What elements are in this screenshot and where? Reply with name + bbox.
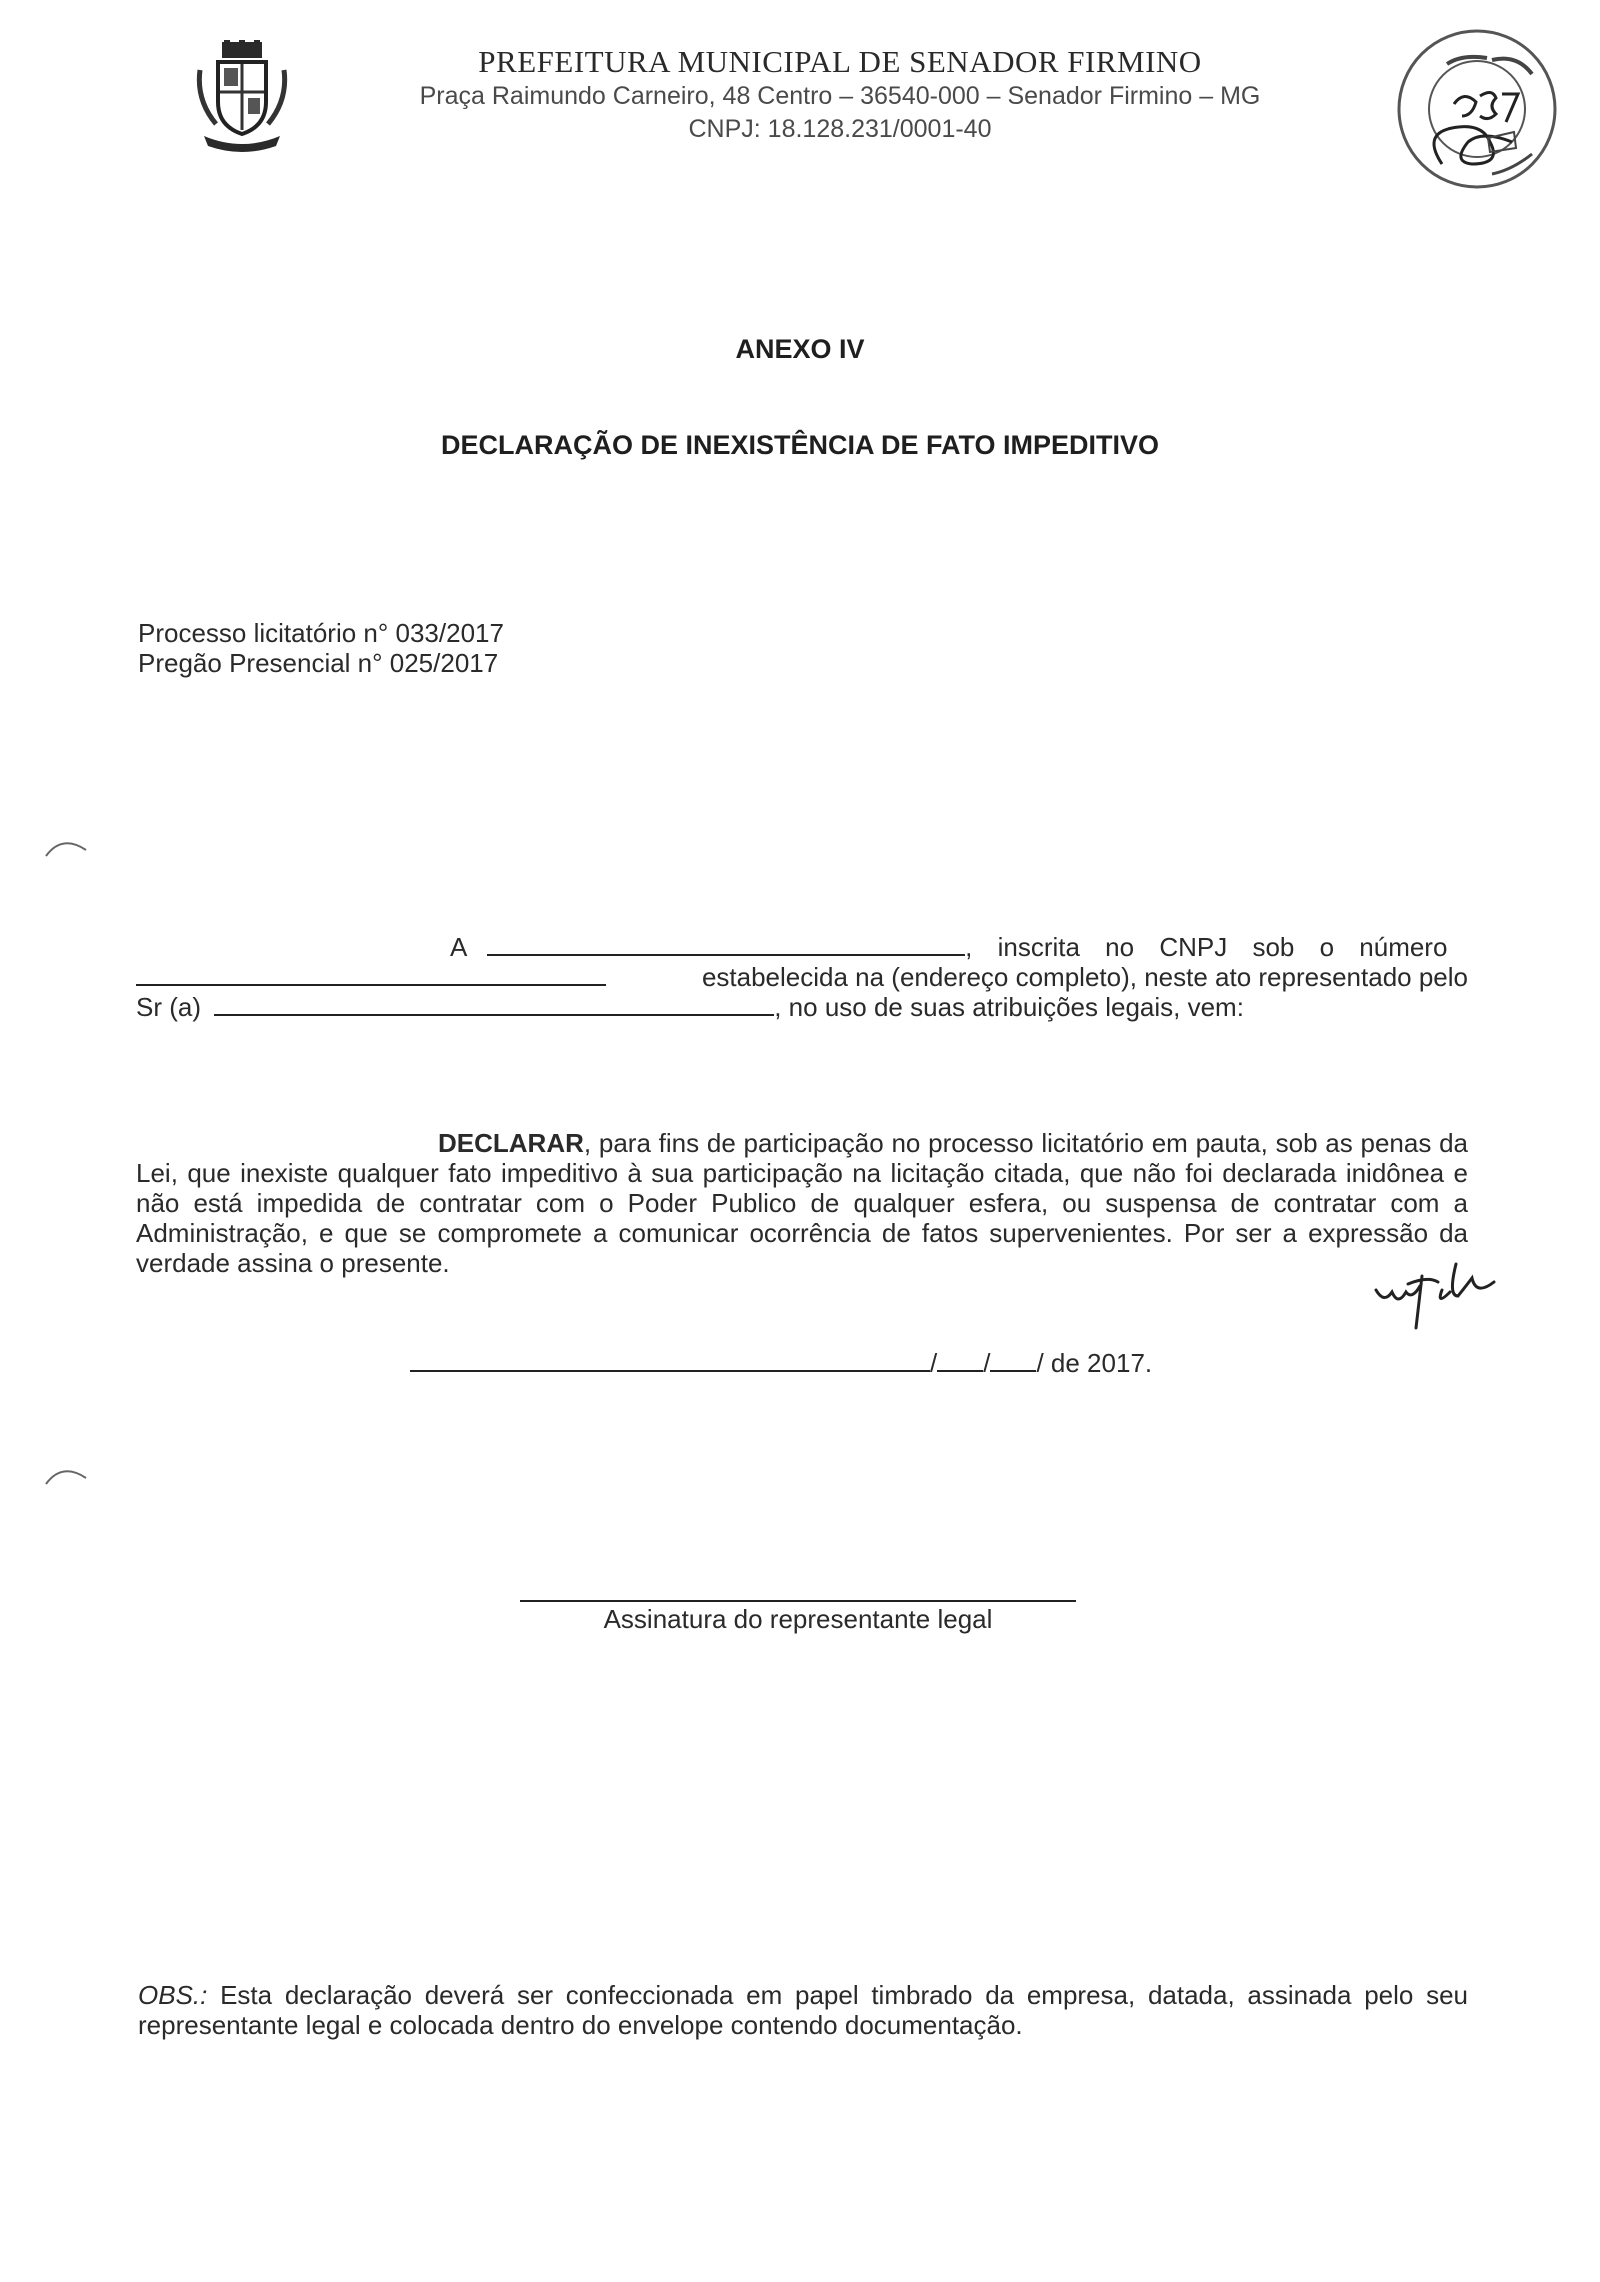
city-blank [410,1350,930,1372]
date-line [410,1348,1152,1379]
signature-label: Assinatura do representante legal [603,1604,993,1634]
observation-note [138,1980,1468,2040]
process-number: Processo licitatório n° 033/2017 [138,618,504,648]
month-blank [990,1350,1036,1372]
commission-stamp [1392,24,1562,194]
company-identification-paragraph [136,932,1468,1022]
annex-title: ANEXO IV [735,334,865,364]
municipality-cnpj: CNPJ: 18.128.231/0001-40 [688,115,992,143]
municipality-address: Praça Raimundo Carneiro, 48 Centro – 36540-000 – Senador Firmino – MG [419,82,1261,110]
cnpj-number-blank [136,964,606,986]
declarar-keyword: DECLARAR [438,1128,584,1158]
letterhead [380,44,1300,146]
cnpj-text: , inscrita no CNPJ sob o número [965,932,1448,962]
article-a: A [450,932,466,962]
declaration-paragraph [136,1128,1468,1278]
margin-mark-icon [42,832,92,862]
established-text: estabelecida na (endereço completo), neste ato representado pelo [701,962,1468,992]
signature-line [520,1600,1076,1602]
obs-text: Esta declaração deverá ser confeccionada em papel timbrado da empresa, datada, assinada pelo seu representante legal e colocada dentro do envelope contendo documentação. [138,1980,1468,2040]
declaration-title: DECLARAÇÃO DE INEXISTÊNCIA DE FATO IMPEDITIVO [440,430,1160,460]
date-year-text: / de 2017. [1036,1348,1153,1378]
handwritten-initials [1372,1256,1522,1336]
date-separator-2: / [983,1348,991,1378]
coat-of-arms-icon [194,40,290,152]
pregao-number: Pregão Presencial n° 025/2017 [138,648,499,678]
company-name-blank [487,934,965,956]
declaration-text: , para fins de participação no processo licitatório em pauta, sob as penas da Lei, que inexiste qualquer fato impeditivo à sua participação na licitação citada, que não foi declarada inidônea e não está impedida de contratar com o Poder Publico de qualquer esfera, ou suspensa de contratar com a Administração, e que se compromete a comunicar ocorrência de fatos supervenientes. Por ser a expressão da verdade assina o presente. [136,1128,1468,1278]
process-references [138,618,504,678]
date-separator-1: / [930,1348,938,1378]
attributions-text: , no uso de suas atribuições legais, vem: [774,992,1244,1022]
municipality-title: PREFEITURA MUNICIPAL DE SENADOR FIRMINO [478,44,1202,79]
obs-label: OBS.: [138,1980,208,2010]
day-blank [937,1350,983,1372]
representative-blank [214,994,774,1016]
margin-mark-icon [42,1460,92,1490]
representative-label: Sr (a) [136,992,201,1022]
